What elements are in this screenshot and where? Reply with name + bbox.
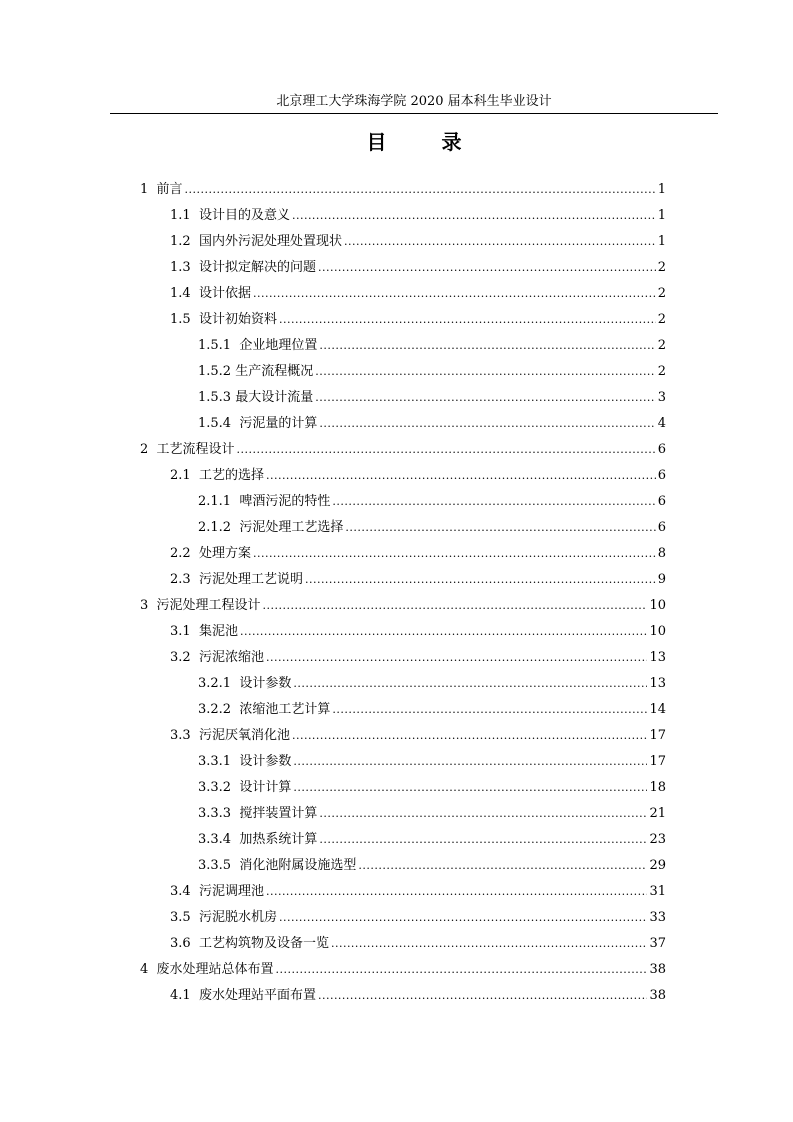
dot-leader [305, 567, 656, 593]
toc-entry-page-number: 9 [657, 572, 666, 587]
toc-entry-label: 1.1 设计目的及意义 [170, 208, 290, 223]
toc-entry[interactable] [170, 983, 666, 1009]
dot-leader [318, 983, 648, 1009]
dot-leader [318, 255, 656, 281]
toc-entry-page-number: 10 [649, 598, 666, 613]
toc-entry-label: 1 前言 [140, 182, 183, 197]
running-header: 北京理工大学珠海学院 2020 届本科生毕业设计 [276, 94, 552, 109]
dot-leader [315, 359, 656, 385]
toc-entry-label: 3.3.5 消化池附属设施选型 [198, 858, 357, 873]
dot-leader [293, 749, 647, 775]
toc-entry[interactable] [198, 411, 666, 437]
dot-leader [319, 411, 655, 437]
dot-leader [279, 307, 656, 333]
toc-entry[interactable] [170, 541, 666, 567]
toc-entry-label: 1.2 国内外污泥处理处置现状 [170, 234, 342, 249]
toc-entry[interactable] [170, 463, 666, 489]
dot-leader [332, 697, 647, 723]
toc-entry-page-number: 6 [657, 520, 666, 535]
toc-entry-label: 3.2 污泥浓缩池 [170, 650, 264, 665]
toc-entry-page-number: 17 [649, 728, 666, 743]
toc-entry-label: 2.1.2 污泥处理工艺选择 [198, 520, 344, 535]
toc-entry-page-number: 3 [657, 390, 666, 405]
header-rule [110, 113, 718, 114]
dot-leader [276, 957, 648, 983]
toc-entry[interactable] [170, 931, 666, 957]
dot-leader [319, 801, 647, 827]
toc-entry-label: 3 污泥处理工程设计 [140, 598, 261, 613]
toc-entry-label: 3.3.2 设计计算 [198, 780, 292, 795]
toc-entry[interactable] [170, 879, 666, 905]
toc-entry[interactable] [140, 437, 666, 463]
toc-entry-page-number: 1 [657, 234, 666, 249]
toc-entry-label: 3.3.3 搅拌装置计算 [198, 806, 318, 821]
toc-entry-label: 2 工艺流程设计 [140, 442, 235, 457]
toc-entry[interactable] [170, 255, 666, 281]
toc-entry-page-number: 4 [657, 416, 666, 431]
toc-entry-label: 4 废水处理站总体布置 [140, 962, 274, 977]
dot-leader [253, 281, 656, 307]
dot-leader [358, 853, 647, 879]
dot-leader [237, 437, 656, 463]
toc-entry-page-number: 2 [657, 312, 666, 327]
toc-entry-page-number: 14 [649, 702, 666, 717]
toc-entry[interactable] [170, 203, 666, 229]
toc-entry[interactable] [198, 359, 666, 385]
toc-entry[interactable] [140, 177, 666, 203]
dot-leader [344, 229, 656, 255]
toc-entry[interactable] [198, 775, 666, 801]
toc-entry-label: 3.4 污泥调理池 [170, 884, 264, 899]
toc-entry[interactable] [170, 723, 666, 749]
toc-entry-page-number: 6 [657, 494, 666, 509]
toc-entry[interactable] [198, 749, 666, 775]
toc-entry-label: 3.2.2 浓缩池工艺计算 [198, 702, 331, 717]
toc-entry-label: 3.3 污泥厌氧消化池 [170, 728, 290, 743]
toc-entry-label: 3.1 集泥池 [170, 624, 238, 639]
toc-entry-page-number: 1 [657, 208, 666, 223]
dot-leader [293, 671, 647, 697]
toc-entry-page-number: 13 [649, 676, 666, 691]
toc-entry-page-number: 10 [649, 624, 666, 639]
toc-entry[interactable] [198, 515, 666, 541]
toc-entry-page-number: 2 [657, 260, 666, 275]
dot-leader [266, 463, 656, 489]
dot-leader [185, 177, 656, 203]
toc-entry[interactable] [170, 645, 666, 671]
toc-entry[interactable] [140, 593, 666, 619]
toc-entry-page-number: 29 [649, 858, 666, 873]
toc-entry[interactable] [198, 671, 666, 697]
toc-entry-label: 1.5.2 生产流程概况 [198, 364, 314, 379]
toc-entry-label: 3.3.4 加热系统计算 [198, 832, 318, 847]
toc-entry[interactable] [198, 801, 666, 827]
toc-entry-label: 2.2 处理方案 [170, 546, 251, 561]
toc-entry[interactable] [198, 489, 666, 515]
toc-entry-page-number: 23 [649, 832, 666, 847]
dot-leader [293, 775, 647, 801]
toc-entry[interactable] [198, 853, 666, 879]
toc-entry-label: 3.3.1 设计参数 [198, 754, 292, 769]
page-title: 目 录 [366, 130, 486, 154]
dot-leader [266, 645, 648, 671]
dot-leader [240, 619, 648, 645]
toc-entry-label: 1.4 设计依据 [170, 286, 251, 301]
toc-entry-label: 2.1.1 啤酒污泥的特性 [198, 494, 331, 509]
dot-leader [279, 905, 648, 931]
toc-entry-page-number: 6 [657, 442, 666, 457]
toc-entry[interactable] [198, 697, 666, 723]
toc-entry-page-number: 18 [649, 780, 666, 795]
toc-entry-page-number: 13 [649, 650, 666, 665]
toc-entry-label: 1.5.1 企业地理位置 [198, 338, 318, 353]
toc-entry-page-number: 38 [649, 988, 666, 1003]
toc-entry-label: 3.2.1 设计参数 [198, 676, 292, 691]
toc-entry-page-number: 38 [649, 962, 666, 977]
dot-leader [315, 385, 656, 411]
toc-entry-page-number: 1 [657, 182, 666, 197]
toc-entry-page-number: 2 [657, 338, 666, 353]
toc-entry[interactable] [198, 333, 666, 359]
toc-entry[interactable] [170, 619, 666, 645]
toc-entry-page-number: 17 [649, 754, 666, 769]
toc-entry-label: 3.5 污泥脱水机房 [170, 910, 277, 925]
toc-entry-page-number: 2 [657, 286, 666, 301]
dot-leader [345, 515, 655, 541]
toc-entry[interactable] [198, 827, 666, 853]
toc-entry-page-number: 37 [649, 936, 666, 951]
toc-entry-label: 1.5.4 污泥量的计算 [198, 416, 318, 431]
toc-entry[interactable] [170, 905, 666, 931]
toc-entry[interactable] [170, 307, 666, 333]
dot-leader [331, 931, 648, 957]
toc-entry-page-number: 33 [649, 910, 666, 925]
dot-leader [263, 593, 648, 619]
dot-leader [319, 827, 647, 853]
toc-entry-label: 1.3 设计拟定解决的问题 [170, 260, 316, 275]
toc-entry-label: 2.1 工艺的选择 [170, 468, 264, 483]
toc-entry-page-number: 2 [657, 364, 666, 379]
toc-entry[interactable] [198, 385, 666, 411]
dot-leader [292, 723, 648, 749]
toc-entry-page-number: 6 [657, 468, 666, 483]
toc-entry[interactable] [170, 281, 666, 307]
toc-entry-label: 2.3 污泥处理工艺说明 [170, 572, 303, 587]
toc-entry[interactable] [170, 229, 666, 255]
toc-entry-page-number: 21 [649, 806, 666, 821]
toc-entry-label: 3.6 工艺构筑物及设备一览 [170, 936, 329, 951]
toc-entry-label: 1.5.3 最大设计流量 [198, 390, 314, 405]
toc-entry-page-number: 8 [657, 546, 666, 561]
dot-leader [319, 333, 655, 359]
toc-entry-label: 4.1 废水处理站平面布置 [170, 988, 316, 1003]
dot-leader [292, 203, 656, 229]
toc-entry-page-number: 31 [649, 884, 666, 899]
toc-entry[interactable] [170, 567, 666, 593]
dot-leader [253, 541, 656, 567]
toc-entry[interactable] [140, 957, 666, 983]
dot-leader [332, 489, 655, 515]
dot-leader [266, 879, 648, 905]
toc-entry-label: 1.5 设计初始资料 [170, 312, 277, 327]
